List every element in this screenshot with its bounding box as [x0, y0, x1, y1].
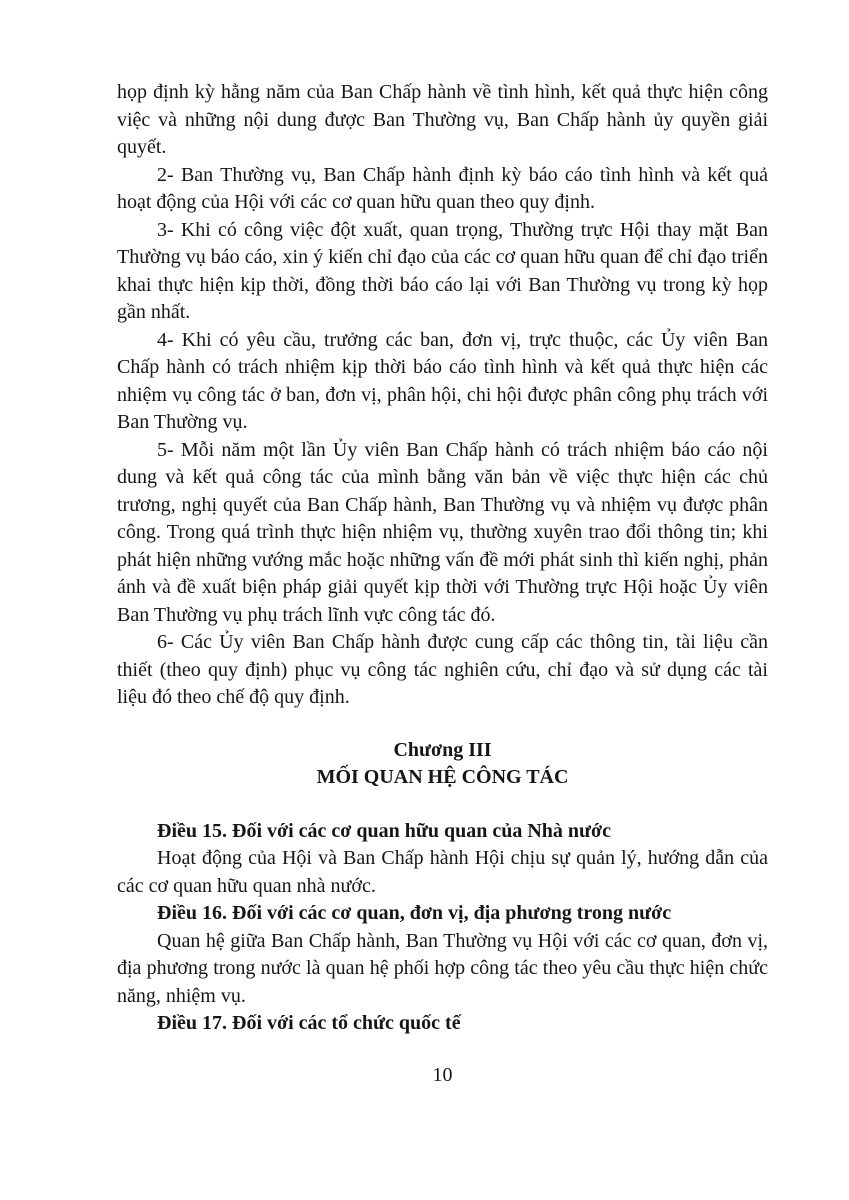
numbered-item-3: 3- Khi có công việc đột xuất, quan trọng, Thường trực Hội thay mặt Ban Thường vụ báo cáo, xin ý kiến chỉ đạo của các cơ quan hữu quan để chỉ đạo triển khai thực hiện kịp thời, đồng thời báo cáo lại với Ban Thường vụ trong kỳ họp gần nhất. [117, 218, 768, 323]
numbered-item-4: 4- Khi có yêu cầu, trưởng các ban, đơn vị, trực thuộc, các Ủy viên Ban Chấp hành có trách nhiệm kịp thời báo cáo tình hình và kết quả thực hiện các nhiệm vụ công tác ở ban, đơn vị, phân hội, chi hội được phân công phụ trách với Ban Thường vụ. [117, 328, 768, 433]
chapter-label: Chương III [393, 738, 492, 761]
article-17-heading: Điều 17. Đối với các tổ chức quốc tế [157, 1012, 461, 1034]
chapter-heading [117, 737, 768, 792]
article-15-heading: Điều 15. Đối với các cơ quan hữu quan của Nhà nước [157, 819, 611, 842]
numbered-item-5: 5- Mỗi năm một lần Ủy viên Ban Chấp hành có trách nhiệm báo cáo nội dung và kết quả công tác của mình bằng văn bản về việc thực hiện các chủ trương, nghị quyết của Ban Chấp hành, Ban Thường vụ và nhiệm vụ được phân công. Trong quá trình thực hiện nhiệm vụ, thường xuyên trao đổi thông tin; khi phát hiện những vướng mắc hoặc những vấn đề mới phát sinh thì kiến nghị, phản ánh và đề xuất biện pháp giải quyết kịp thời với Thường trực Hội hoặc Ủy viên Ban Thường vụ phụ trách lĩnh vực công tác đó. [117, 438, 768, 626]
document-body [117, 79, 768, 1038]
numbered-item-6: 6- Các Ủy viên Ban Chấp hành được cung cấp các thông tin, tài liệu cần thiết (theo quy định) phục vụ công tác nghiên cứu, chỉ đạo và sử dụng các tài liệu đó theo chế độ quy định. [117, 631, 768, 708]
chapter-title: MỐI QUAN HỆ CÔNG TÁC [316, 766, 569, 788]
article-15-body: Hoạt động của Hội và Ban Chấp hành Hội chịu sự quản lý, hướng dẫn của các cơ quan hữu quan nhà nước. [117, 847, 768, 897]
article-16-body: Quan hệ giữa Ban Chấp hành, Ban Thường vụ Hội với các cơ quan, đơn vị, địa phương trong nước là quan hệ phối hợp công tác theo yêu cầu thực hiện chức năng, nhiệm vụ. [117, 929, 768, 1007]
numbered-item-2: 2- Ban Thường vụ, Ban Chấp hành định kỳ báo cáo tình hình và kết quả hoạt động của Hội với các cơ quan hữu quan theo quy định. [117, 163, 768, 213]
paragraph-continuation: họp định kỳ hằng năm của Ban Chấp hành về tình hình, kết quả thực hiện công việc và những nội dung được Ban Thường vụ, Ban Chấp hành ủy quyền giải quyết. [117, 81, 768, 158]
page-number: 10 [432, 1064, 453, 1086]
article-16-heading: Điều 16. Đối với các cơ quan, đơn vị, địa phương trong nước [157, 902, 672, 924]
